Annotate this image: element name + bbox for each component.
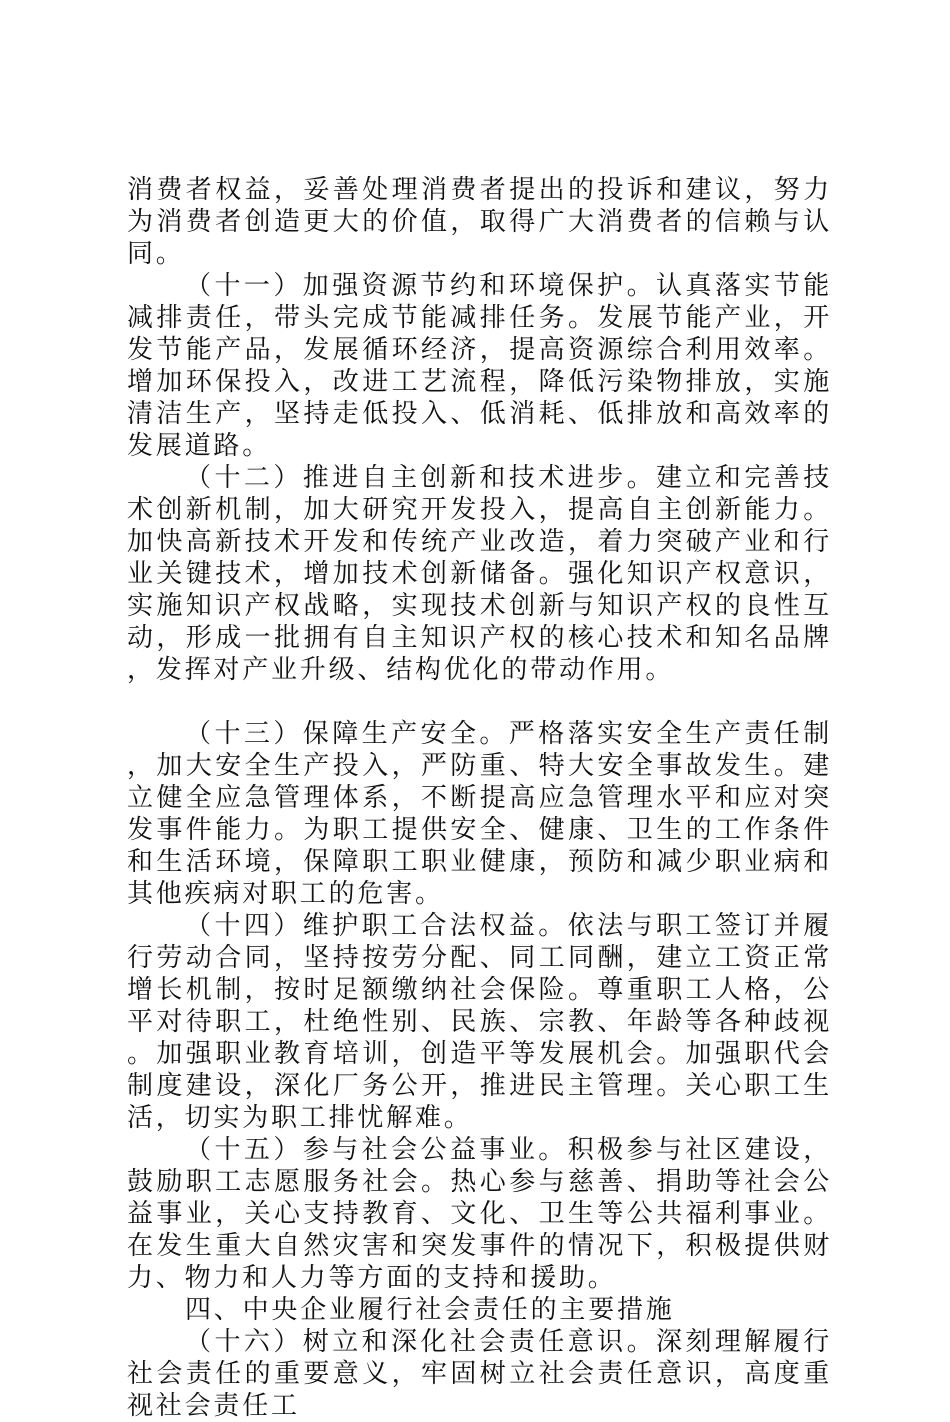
paragraph-consumer-rights-continued: 消费者权益，妥善处理消费者提出的投诉和建议，努力为消费者创造更大的价值，取得广大消费者的信赖与认同。	[127, 175, 832, 269]
paragraph-section-11: （十一）加强资源节约和环境保护。认真落实节能减排责任，带头完成节能减排任务。发展节能产业，开发节能产品，发展循环经济，提高资源综合利用效率。增加环保投入，改进工艺流程，降低污染物排放，实施清洁生产，坚持走低投入、低消耗、低排放和高效率的发展道路。	[127, 271, 832, 461]
document-body	[127, 174, 832, 1422]
paragraph-gap	[127, 686, 832, 718]
paragraph-section-14: （十四）维护职工合法权益。依法与职工签订并履行劳动合同，坚持按劳分配、同工同酬，建立工资正常增长机制，按时足额缴纳社会保险。尊重职工人格，公平对待职工，杜绝性别、民族、宗教、年龄等各种歧视。加强职业教育培训，创造平等发展机会。加强职代会制度建设，深化厂务公开，推进民主管理。关心职工生活，切实为职工排忧解难。	[127, 911, 832, 1133]
paragraph-section-13: （十三）保障生产安全。严格落实安全生产责任制，加大安全生产投入，严防重、特大安全事故发生。建立健全应急管理体系，不断提高应急管理水平和应对突发事件能力。为职工提供安全、健康、卫生的工作条件和生活环境，保障职工职业健康，预防和减少职业病和其他疾病对职工的危害。	[127, 719, 832, 909]
paragraph-section-16: （十六）树立和深化社会责任意识。深刻理解履行社会责任的重要意义，牢固树立社会责任意识，高度重视社会责任工	[127, 1327, 832, 1421]
section-heading-4: 四、中央企业履行社会责任的主要措施	[185, 1295, 675, 1325]
paragraph-section-15: （十五）参与社会公益事业。积极参与社区建设，鼓励职工志愿服务社会。热心参与慈善、捐助等社会公益事业，关心支持教育、文化、卫生等公共福利事业。在发生重大自然灾害和突发事件的情况下，积极提供财力、物力和人力等方面的支持和援助。	[127, 1135, 832, 1293]
paragraph-section-12: （十二）推进自主创新和技术进步。建立和完善技术创新机制，加大研究开发投入，提高自主创新能力。加快高新技术开发和传统产业改造，着力突破产业和行业关键技术，增加技术创新储备。强化知识产权意识，实施知识产权战略，实现技术创新与知识产权的良性互动，形成一批拥有自主知识产权的核心技术和知名品牌，发挥对产业升级、结构优化的带动作用。	[127, 463, 832, 685]
